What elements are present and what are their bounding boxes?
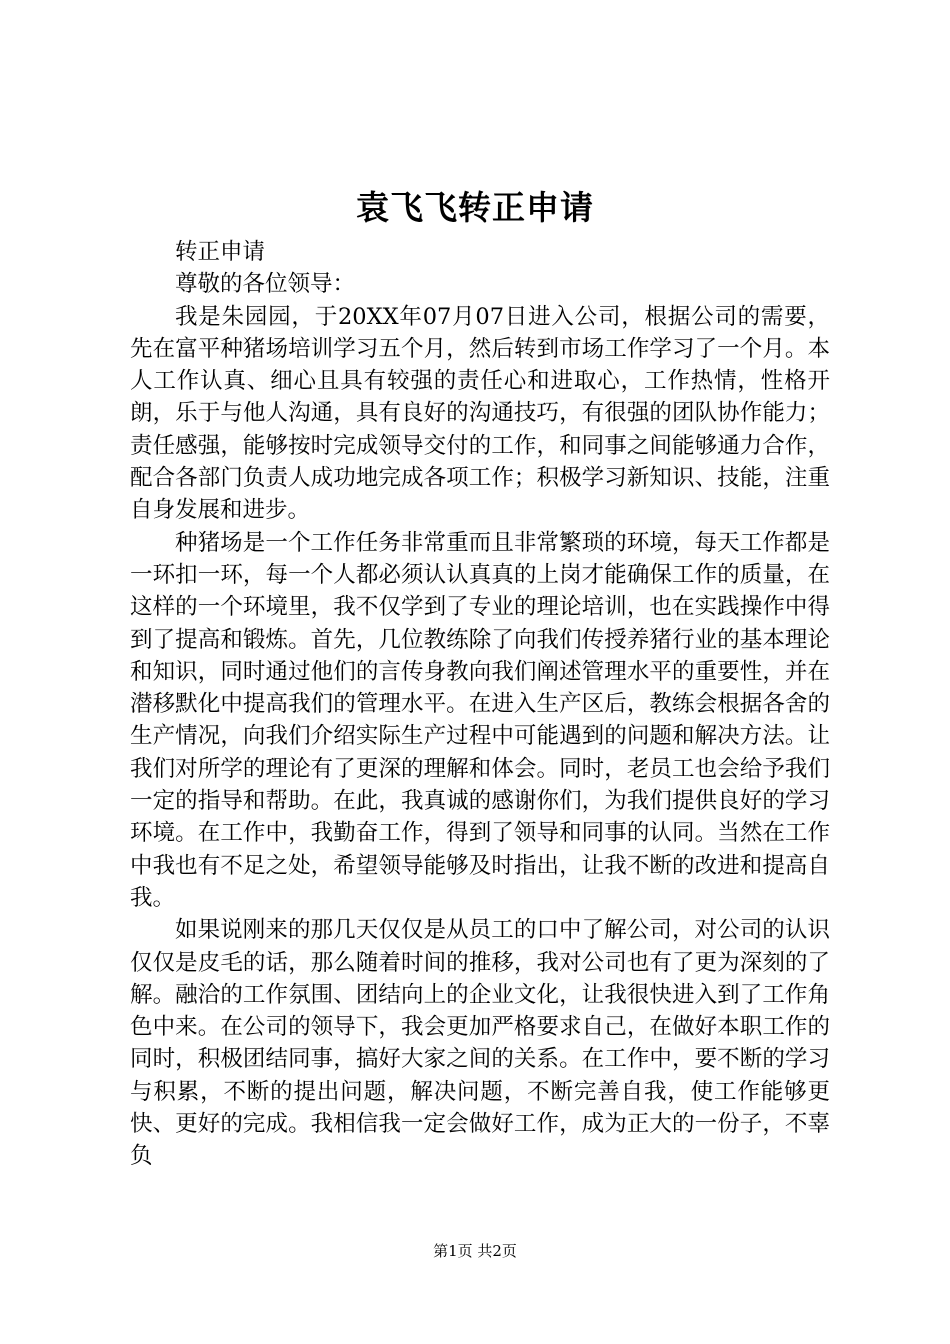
paragraph-heading: 转正申请 bbox=[175, 239, 266, 265]
document-body bbox=[130, 236, 830, 1173]
page-number-footer: 第1页 共2页 bbox=[433, 1242, 517, 1260]
paragraph-introduction: 我是朱园园，于20XX年07月07日进入公司，根据公司的需要，先在富平种猪场培训学习五个月，然后转到市场工作学习了一个月。本人工作认真、细心且具有较强的责任心和进取心，工作热情，性格开朗，乐于与他人沟通，具有良好的沟通技巧，有很强的团队协作能力；责任感强，能够按时完成领导交付的工作，和同事之间能够通力合作，配合各部门负责人成功地完成各项工作；积极学习新知识、技能，注重自身发展和进步。 bbox=[130, 303, 830, 524]
document-title: 袁飞飞转正申请 bbox=[356, 188, 594, 227]
paragraph-company-understanding: 如果说刚来的那几天仅仅是从员工的口中了解公司，对公司的认识仅仅是皮毛的话，那么随着时间的推移，我对公司也有了更为深刻的了解。融洽的工作氛围、团结向上的企业文化，让我很快进入到了工作角色中来。在公司的领导下，我会更加严格要求自己，在做好本职工作的同时，积极团结同事，搞好大家之间的关系。在工作中，要不断的学习与积累，不断的提出问题，解决问题，不断完善自我，使工作能够更快、更好的完成。我相信我一定会做好工作，成为正大的一份子，不辜负 bbox=[130, 917, 830, 1170]
paragraph-farm-training: 种猪场是一个工作任务非常重而且非常繁琐的环境，每天工作都是一环扣一环，每一个人都必须认认真真的上岗才能确保工作的质量，在这样的一个环境里，我不仅学到了专业的理论培训，也在实践操作中得到了提高和锻炼。首先，几位教练除了向我们传授养猪行业的基本理论和知识，同时通过他们的言传身教向我们阐述管理水平的重要性，并在潜移默化中提高我们的管理水平。在进入生产区后，教练会根据各舍的生产情况，向我们介绍实际生产过程中可能遇到的问题和解决方法。让我们对所学的理论有了更深的理解和体会。同时，老员工也会给予我们一定的指导和帮助。在此，我真诚的感谢你们，为我们提供良好的学习环境。在工作中，我勤奋工作，得到了领导和同事的认同。当然在工作中我也有不足之处，希望领导能够及时指出，让我不断的改进和提高自我。 bbox=[130, 529, 830, 911]
paragraph-salutation: 尊敬的各位领导： bbox=[175, 271, 356, 298]
